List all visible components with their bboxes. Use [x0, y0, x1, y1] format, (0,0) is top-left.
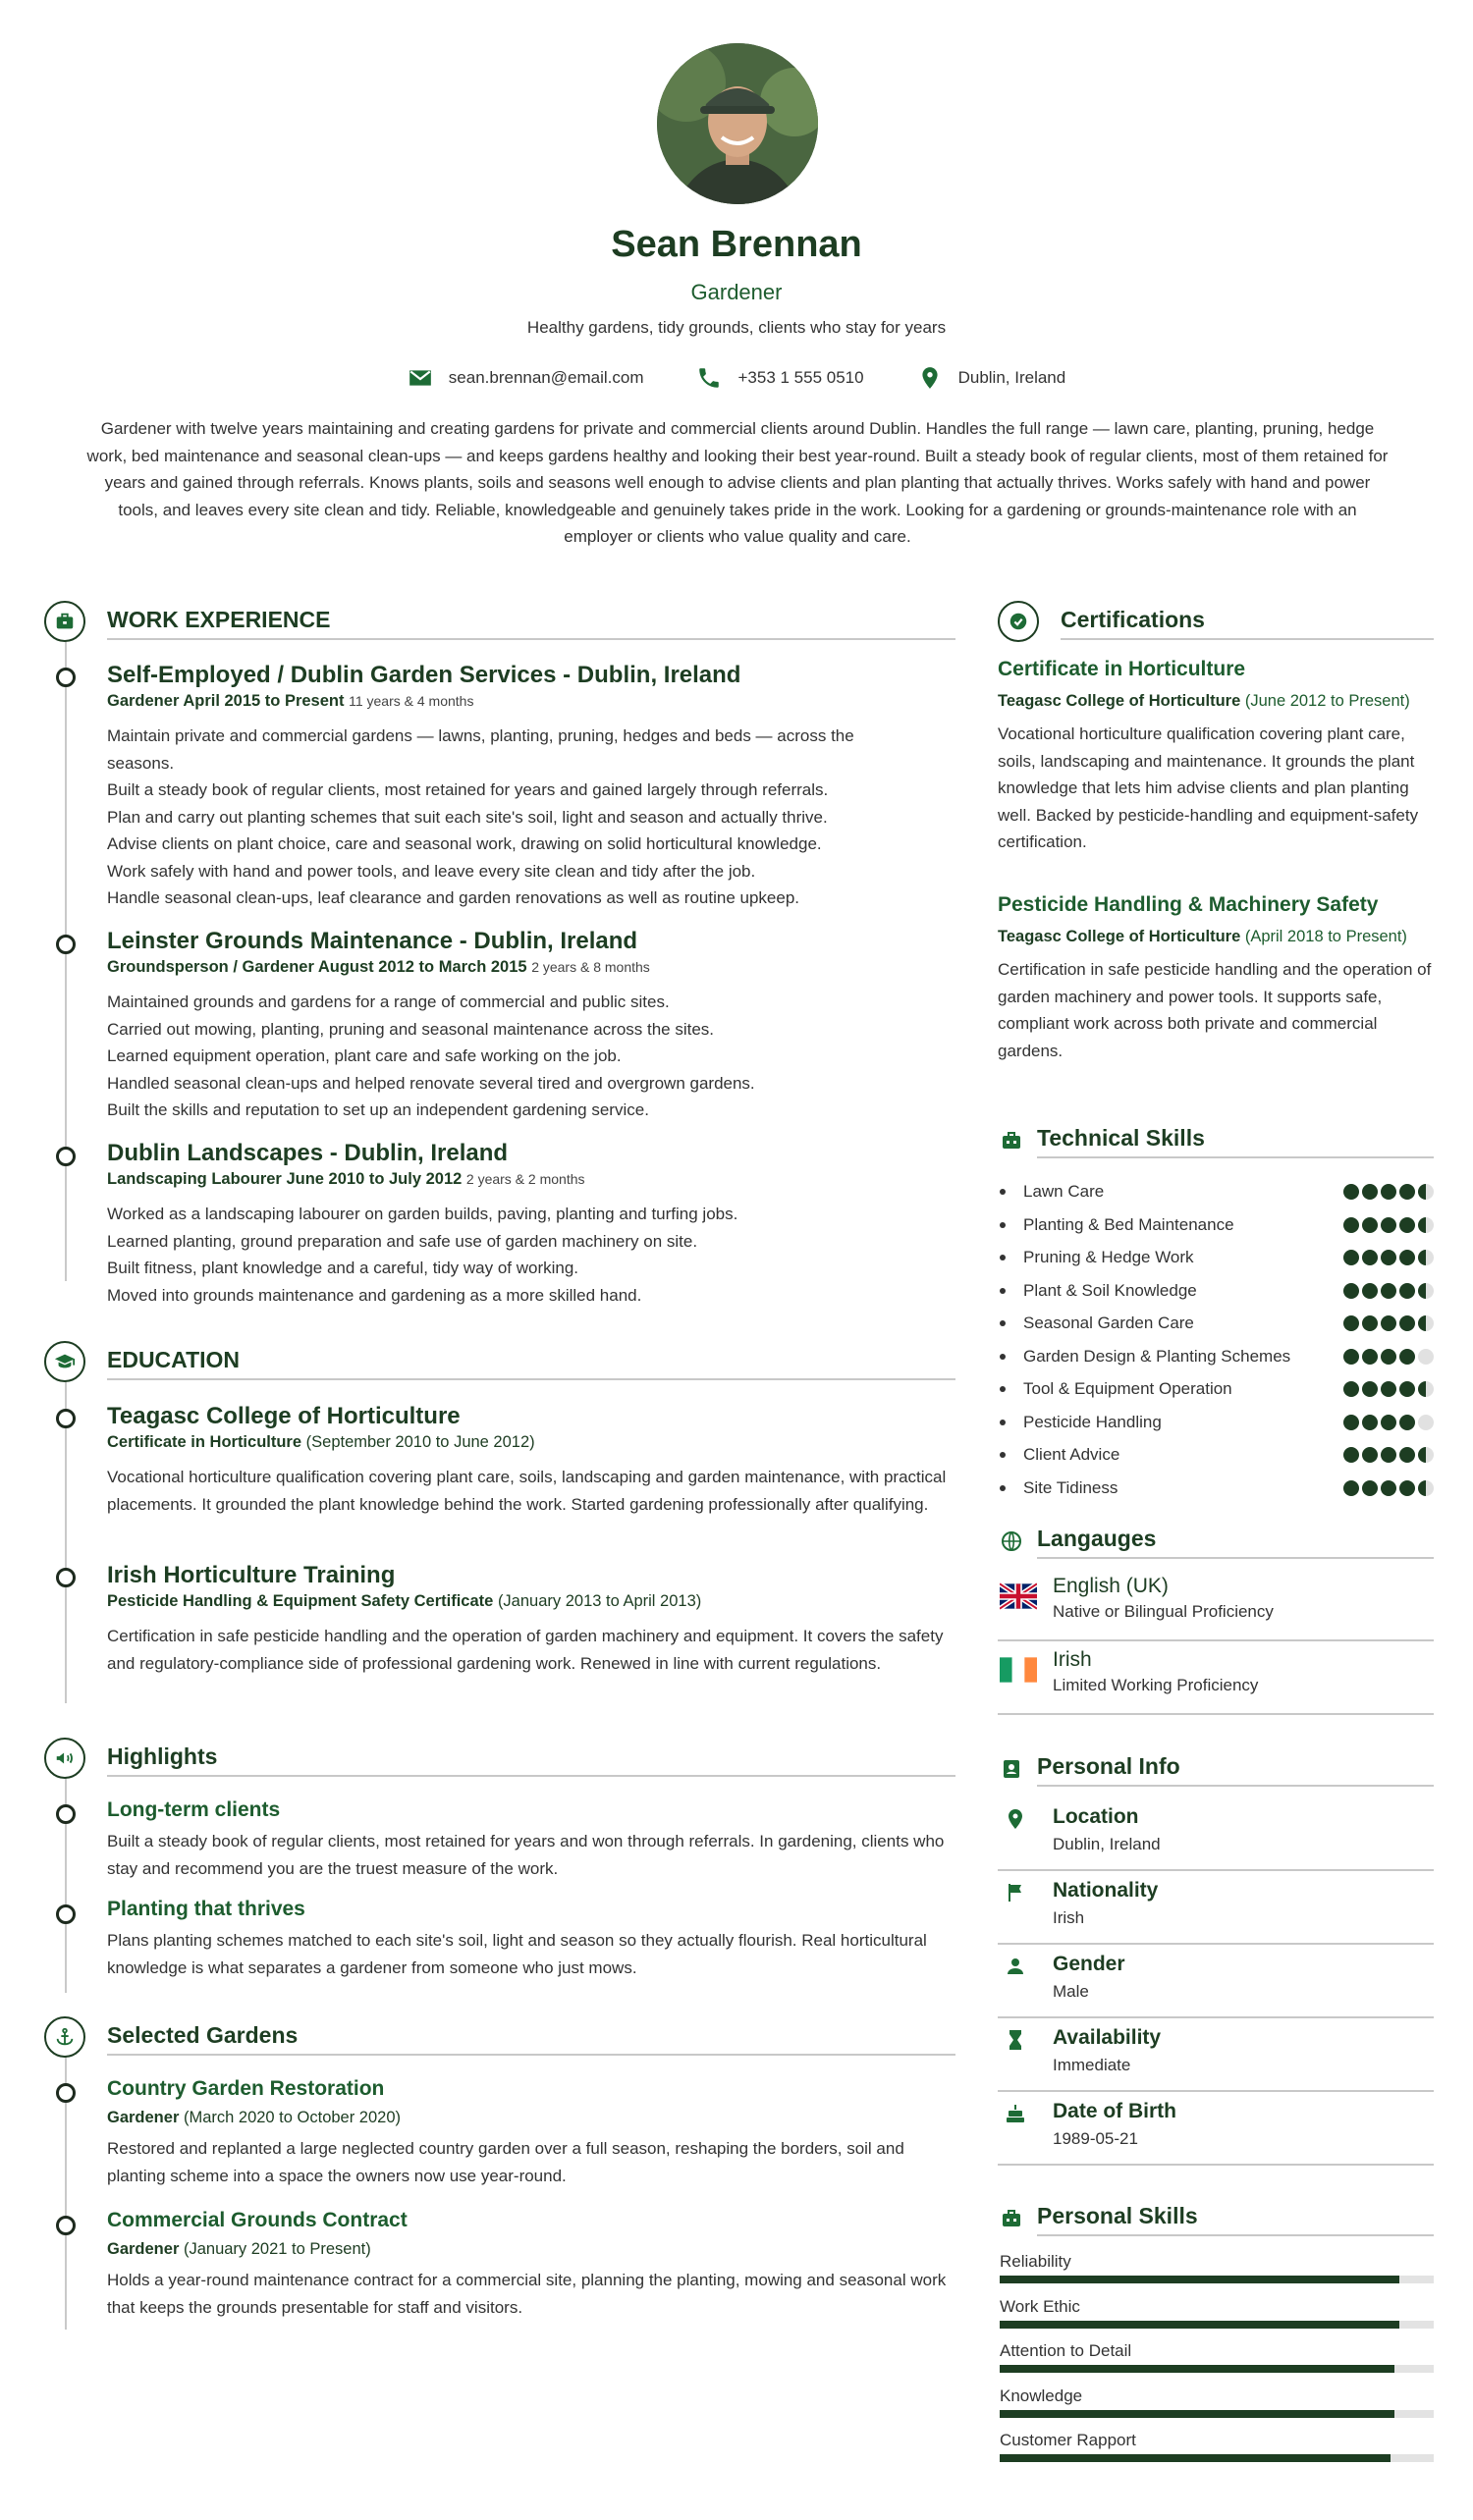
info-value: Immediate — [1053, 2056, 1131, 2074]
skill-rating — [1343, 1349, 1434, 1365]
rating-dot — [1343, 1283, 1359, 1299]
garden-role: Gardener (January 2021 to Present) — [107, 2240, 371, 2258]
rating-dot — [1362, 1349, 1378, 1365]
personal-skill — [1000, 2297, 1434, 2329]
divider — [998, 2164, 1434, 2166]
school-name: Irish Horticulture Training — [107, 1562, 396, 1588]
selected-gardens-heading: Selected Gardens — [107, 2022, 955, 2056]
divider — [998, 2016, 1434, 2018]
job-entry — [107, 1139, 957, 1309]
rating-dot — [1399, 1217, 1415, 1233]
school-name: Teagasc College of Horticulture — [107, 1403, 461, 1429]
highlight-title: Planting that thrives — [107, 1898, 305, 1920]
info-nationality — [998, 1875, 1434, 1938]
qualification: Pesticide Handling & Equipment Safety Certificate (January 2013 to April 2013) — [107, 1592, 702, 1610]
personal-skill-name: Attention to Detail — [1000, 2341, 1132, 2360]
skill-bar-fill — [1000, 2410, 1394, 2418]
rating-dot — [1399, 1184, 1415, 1200]
cert-title: Pesticide Handling & Machinery Safety — [998, 893, 1379, 916]
rating-dot — [1381, 1349, 1396, 1365]
rating-dot — [1418, 1283, 1434, 1299]
rating-dot — [1418, 1250, 1434, 1265]
certifications-heading: Certifications — [1061, 607, 1434, 640]
job-bullets: Maintained grounds and gardens for a range of commercial and public sites. Carried out mowing, planting, pruning and seasonal maintenance across the sites. Learned equipment operation, plant care and safe working on the job. Handled seasonal clean-ups and helped renovate several tired and overgrown gardens. Built the skills and reputation to set up an independent gardening service. — [107, 992, 755, 1119]
info-value: Irish — [1053, 1908, 1085, 1927]
badge-check-icon — [998, 601, 1039, 642]
bullet-icon — [1000, 1189, 1006, 1195]
uk-flag-icon — [1000, 1582, 1037, 1610]
location-contact — [917, 365, 1066, 391]
skill-rating — [1343, 1415, 1434, 1430]
personal-skill-name: Knowledge — [1000, 2386, 1083, 2405]
toolbox-icon — [1000, 2207, 1023, 2230]
rating-dot — [1343, 1447, 1359, 1463]
cert-institution: Teagasc College of Horticulture (June 2012 to Present) — [998, 692, 1410, 710]
rating-dot — [1343, 1184, 1359, 1200]
garden-role: Gardener (March 2020 to October 2020) — [107, 2109, 402, 2126]
cert-description: Certification in safe pesticide handling and the operation of garden machinery and power tools. It supports safe, compliant work across both private and commercial gardens. — [998, 960, 1432, 1060]
education-heading: EDUCATION — [107, 1347, 955, 1380]
languages-heading: Langauges — [1037, 1526, 1434, 1559]
location-text: Dublin, Ireland — [957, 368, 1066, 387]
rating-dot — [1381, 1184, 1396, 1200]
rating-dot — [1399, 1415, 1415, 1430]
info-value: 1989-05-21 — [1053, 2129, 1138, 2148]
personal-skill-name: Work Ethic — [1000, 2296, 1080, 2316]
email-icon — [408, 365, 433, 391]
timeline-dot — [56, 1409, 76, 1428]
technical-skill-row — [1000, 1377, 1434, 1401]
job-duration: 2 years & 2 months — [465, 1171, 585, 1187]
rating-dot — [1399, 1480, 1415, 1496]
timeline-dot — [56, 1568, 76, 1587]
bullet-icon — [1000, 1386, 1006, 1392]
skill-name: Pesticide Handling — [1023, 1412, 1162, 1431]
info-label: Location — [1053, 1805, 1139, 1828]
highlight-title: Long-term clients — [107, 1798, 281, 1821]
flag-icon — [1004, 1881, 1027, 1904]
language-entry — [998, 1571, 1434, 1639]
rating-dot — [1418, 1184, 1434, 1200]
timeline-dot — [56, 2083, 76, 2103]
cert-description: Vocational horticulture qualification covering plant care, soils, landscaping and maintenance. It grounds the plant knowledge that lets him advise clients and plan planting well. Backed by pesticide-handling and equipment-safety certification. — [998, 724, 1419, 851]
highlight-entry — [107, 1798, 957, 1882]
job-title: Dublin Landscapes - Dublin, Ireland — [107, 1140, 509, 1166]
language-level: Limited Working Proficiency — [1053, 1676, 1259, 1694]
rating-dot — [1418, 1447, 1434, 1463]
garden-entry — [107, 2077, 957, 2189]
job-entry — [107, 661, 957, 912]
rating-dot — [1399, 1250, 1415, 1265]
garden-title: Commercial Grounds Contract — [107, 2209, 408, 2231]
timeline-dot — [56, 1147, 76, 1166]
education-entry — [107, 1402, 957, 1518]
technical-skill-row — [1000, 1312, 1434, 1335]
rating-dot — [1399, 1381, 1415, 1397]
job-bullets: Maintain private and commercial gardens — lawns, planting, pruning, hedges and beds — across the seasons. Built a steady book of regular clients, most retained for years and gained largely through referrals. Plan and carry out planting schemes that suit each site's soil, light and season and actually thrive. Advise clients on plant choice, care and seasonal work, drawing on solid horticultural knowledge. Work safely with hand and power tools, and leave every site clean and tidy after the job. Handle seasonal clean-ups, leaf clearance and garden renovations as well as routine upkeep. — [107, 726, 854, 907]
rating-dot — [1418, 1315, 1434, 1331]
location-pin-icon — [917, 365, 943, 391]
technical-skill-row — [1000, 1180, 1434, 1204]
skill-name: Planting & Bed Maintenance — [1023, 1214, 1234, 1234]
rating-dot — [1381, 1250, 1396, 1265]
skill-bar-track — [1000, 2276, 1434, 2283]
rating-dot — [1343, 1315, 1359, 1331]
job-duration: 2 years & 8 months — [531, 959, 650, 975]
job-role-dates: Gardener April 2015 to Present 11 years & 4 months — [107, 692, 474, 710]
bullet-icon — [1000, 1222, 1006, 1228]
skill-name: Garden Design & Planting Schemes — [1023, 1346, 1291, 1366]
rating-dot — [1381, 1283, 1396, 1299]
info-value: Male — [1053, 1982, 1089, 2001]
rating-dot — [1362, 1381, 1378, 1397]
rating-dot — [1362, 1315, 1378, 1331]
personal-skill — [1000, 2386, 1434, 2418]
skill-bar-track — [1000, 2410, 1434, 2418]
email-contact[interactable] — [408, 365, 644, 391]
skill-name: Lawn Care — [1023, 1182, 1105, 1201]
graduation-cap-icon — [44, 1341, 85, 1382]
skill-rating — [1343, 1381, 1434, 1397]
rating-dot — [1362, 1480, 1378, 1496]
globe-icon — [1000, 1529, 1023, 1553]
certification-entry — [998, 893, 1434, 1064]
education-entry — [107, 1561, 957, 1677]
timeline-dot — [56, 935, 76, 954]
technical-skill-row — [1000, 1345, 1434, 1368]
skill-rating — [1343, 1250, 1434, 1265]
rating-dot — [1343, 1217, 1359, 1233]
rating-dot — [1399, 1315, 1415, 1331]
briefcase-icon — [44, 601, 85, 642]
timeline-dot — [56, 1804, 76, 1824]
language-name: Irish — [1053, 1648, 1092, 1671]
highlight-entry — [107, 1898, 957, 1981]
rating-dot — [1362, 1217, 1378, 1233]
rating-dot — [1381, 1447, 1396, 1463]
highlights-heading: Highlights — [107, 1743, 955, 1777]
skill-rating — [1343, 1283, 1434, 1299]
skill-name: Client Advice — [1023, 1445, 1120, 1464]
skill-bar-track — [1000, 2365, 1434, 2373]
rating-dot — [1418, 1480, 1434, 1496]
job-role-dates: Landscaping Labourer June 2010 to July 2012 2 years & 2 months — [107, 1170, 585, 1188]
hourglass-icon — [1004, 2028, 1027, 2052]
language-level: Native or Bilingual Proficiency — [1053, 1602, 1274, 1621]
work-experience-heading: WORK EXPERIENCE — [107, 607, 955, 640]
job-role-dates: Groundsperson / Gardener August 2012 to March 2015 2 years & 8 months — [107, 958, 650, 976]
job-entry — [107, 927, 957, 1124]
megaphone-icon — [44, 1738, 85, 1779]
rating-dot — [1362, 1184, 1378, 1200]
technical-skills-heading: Technical Skills — [1037, 1125, 1434, 1158]
rating-dot — [1362, 1447, 1378, 1463]
bullet-icon — [1000, 1420, 1006, 1425]
personal-skill-name: Reliability — [1000, 2252, 1071, 2271]
rating-dot — [1381, 1415, 1396, 1430]
skill-rating — [1343, 1447, 1434, 1463]
rating-dot — [1362, 1250, 1378, 1265]
id-badge-icon — [1000, 1757, 1023, 1781]
bullet-icon — [1000, 1320, 1006, 1326]
technical-skill-row — [1000, 1246, 1434, 1269]
technical-skill-row — [1000, 1279, 1434, 1303]
rating-dot — [1399, 1283, 1415, 1299]
bullet-icon — [1000, 1452, 1006, 1458]
skill-rating — [1343, 1480, 1434, 1496]
rating-dot — [1362, 1415, 1378, 1430]
language-name: English (UK) — [1053, 1575, 1169, 1597]
info-date-of-birth — [998, 2096, 1434, 2159]
technical-skill-row — [1000, 1476, 1434, 1500]
rating-dot — [1381, 1381, 1396, 1397]
skill-bar-fill — [1000, 2454, 1391, 2462]
profile-summary: Gardener with twelve years maintaining and creating gardens for private and commercial clients around Dublin. Handles the full range — lawn care, planting, pruning, hedge work, bed maintenance and seasonal clean-ups — and keeps gardens healthy and looking their best year-round. Built a steady book of regular clients, most of them retained for years and gained through referrals. Knows plants, soils and seasons well enough to advise clients and plan planting that actually thrives. Works safely with hand and power tools, and leaves every site clean and tidy. Reliable, knowledgeable and genuinely takes pride in the work. Looking for a gardening or grounds-maintenance role with an employer or clients who value quality and care. — [86, 419, 1389, 546]
garden-entry — [107, 2209, 957, 2321]
skill-bar-track — [1000, 2454, 1434, 2462]
skill-name: Tool & Equipment Operation — [1023, 1379, 1232, 1398]
personal-skill-name: Customer Rapport — [1000, 2431, 1136, 2449]
job-duration: 11 years & 4 months — [349, 693, 474, 709]
highlight-description: Built a steady book of regular clients, most retained for years and won through referrals. In gardening, clients who stay and recommend you are the truest measure of the work. — [107, 1832, 945, 1878]
skill-name: Seasonal Garden Care — [1023, 1314, 1194, 1332]
info-label: Gender — [1053, 1953, 1125, 1975]
rating-dot — [1381, 1217, 1396, 1233]
qualification: Certificate in Horticulture (September 2010 to June 2012) — [107, 1433, 535, 1451]
rating-dot — [1399, 1447, 1415, 1463]
education-description: Vocational horticulture qualification covering plant care, soils, landscaping and garden maintenance, with practical placements. It grounded the plant knowledge behind the work. Started gardening professionally after qualifying. — [107, 1468, 947, 1514]
toolbox-icon — [1000, 1129, 1023, 1153]
skill-rating — [1343, 1184, 1434, 1200]
rating-dot — [1399, 1349, 1415, 1365]
candidate-name: Sean Brennan — [611, 224, 862, 265]
info-label: Nationality — [1053, 1879, 1159, 1902]
info-value: Dublin, Ireland — [1053, 1835, 1161, 1853]
skill-name: Site Tidiness — [1023, 1477, 1118, 1497]
divider — [998, 1869, 1434, 1871]
email-text: sean.brennan@email.com — [448, 368, 644, 387]
info-location — [998, 1801, 1434, 1864]
phone-text: +353 1 555 0510 — [737, 368, 864, 387]
job-title: Gardener — [690, 280, 783, 304]
skill-bar-fill — [1000, 2321, 1399, 2329]
garden-description: Holds a year-round maintenance contract for a commercial site, planning the planting, mowing and seasonal work that keeps the grounds presentable for staff and visitors. — [107, 2271, 947, 2317]
technical-skill-row — [1000, 1213, 1434, 1237]
rating-dot — [1418, 1381, 1434, 1397]
rating-dot — [1343, 1250, 1359, 1265]
bullet-icon — [1000, 1354, 1006, 1360]
language-entry — [998, 1644, 1434, 1713]
contact-bar — [0, 363, 1473, 393]
rating-dot — [1381, 1315, 1396, 1331]
info-gender — [998, 1949, 1434, 2011]
info-label: Date of Birth — [1053, 2100, 1176, 2122]
bullet-icon — [1000, 1255, 1006, 1260]
highlight-description: Plans planting schemes matched to each site's soil, light and season so they actually flourish. Real horticultural knowledge is what separates a gardener from someone who just mows. — [107, 1931, 927, 1977]
rating-dot — [1343, 1381, 1359, 1397]
cake-icon — [1004, 2102, 1027, 2125]
skill-rating — [1343, 1217, 1434, 1233]
education-description: Certification in safe pesticide handling and the operation of garden machinery and equipment. It covers the safety and regulatory-compliance side of professional gardening work. Renewed in line with current regulations. — [107, 1627, 944, 1673]
rating-dot — [1343, 1480, 1359, 1496]
technical-skill-row — [1000, 1411, 1434, 1434]
rating-dot — [1418, 1349, 1434, 1365]
info-availability — [998, 2022, 1434, 2085]
timeline-dot — [56, 668, 76, 687]
rating-dot — [1362, 1283, 1378, 1299]
cert-title: Certificate in Horticulture — [998, 658, 1246, 680]
job-title: Self-Employed / Dublin Garden Services - Dublin, Ireland — [107, 662, 741, 688]
rating-dot — [1343, 1415, 1359, 1430]
skill-bar-track — [1000, 2321, 1434, 2329]
phone-icon — [696, 365, 722, 391]
job-title: Leinster Grounds Maintenance - Dublin, Ireland — [107, 928, 638, 954]
personal-skill — [1000, 2431, 1434, 2462]
ireland-flag-icon — [1000, 1656, 1037, 1684]
anchor-icon — [44, 2016, 85, 2058]
skill-rating — [1343, 1315, 1434, 1331]
skill-bar-fill — [1000, 2365, 1394, 2373]
personal-info-heading: Personal Info — [1037, 1753, 1434, 1787]
rating-dot — [1418, 1217, 1434, 1233]
bullet-icon — [1000, 1485, 1006, 1491]
phone-contact[interactable] — [696, 365, 863, 391]
garden-title: Country Garden Restoration — [107, 2077, 385, 2100]
divider — [998, 1943, 1434, 1945]
location-pin-icon — [1004, 1807, 1027, 1831]
personal-skill — [1000, 2252, 1434, 2283]
cert-institution: Teagasc College of Horticulture (April 2018 to Present) — [998, 928, 1407, 945]
rating-dot — [1381, 1480, 1396, 1496]
tagline: Healthy gardens, tidy grounds, clients who stay for years — [526, 318, 947, 337]
info-label: Availability — [1053, 2026, 1162, 2049]
job-bullets: Worked as a landscaping labourer on garden builds, paving, planting and turfing jobs. Learned planting, ground preparation and safe use of garden machinery on site. Built fitness, plant knowledge and a careful, tidy way of working. Moved into grounds maintenance and gardening as a more skilled hand. — [107, 1205, 738, 1305]
profile-photo — [657, 43, 818, 204]
bullet-icon — [1000, 1288, 1006, 1294]
skill-name: Plant & Soil Knowledge — [1023, 1280, 1197, 1300]
divider — [998, 1713, 1434, 1715]
personal-skills-heading: Personal Skills — [1037, 2203, 1434, 2236]
technical-skill-row — [1000, 1443, 1434, 1467]
certification-entry — [998, 658, 1434, 856]
divider — [998, 1639, 1434, 1641]
garden-description: Restored and replanted a large neglected country garden over a full season, reshaping the borders, soil and planting scheme into a space the owners now use year-round. — [107, 2139, 904, 2185]
personal-skill — [1000, 2341, 1434, 2373]
divider — [998, 2090, 1434, 2092]
rating-dot — [1418, 1415, 1434, 1430]
skill-bar-fill — [1000, 2276, 1399, 2283]
timeline-dot — [56, 2216, 76, 2235]
timeline-dot — [56, 1904, 76, 1924]
person-icon — [1004, 1955, 1027, 1978]
skill-name: Pruning & Hedge Work — [1023, 1248, 1194, 1266]
rating-dot — [1343, 1349, 1359, 1365]
